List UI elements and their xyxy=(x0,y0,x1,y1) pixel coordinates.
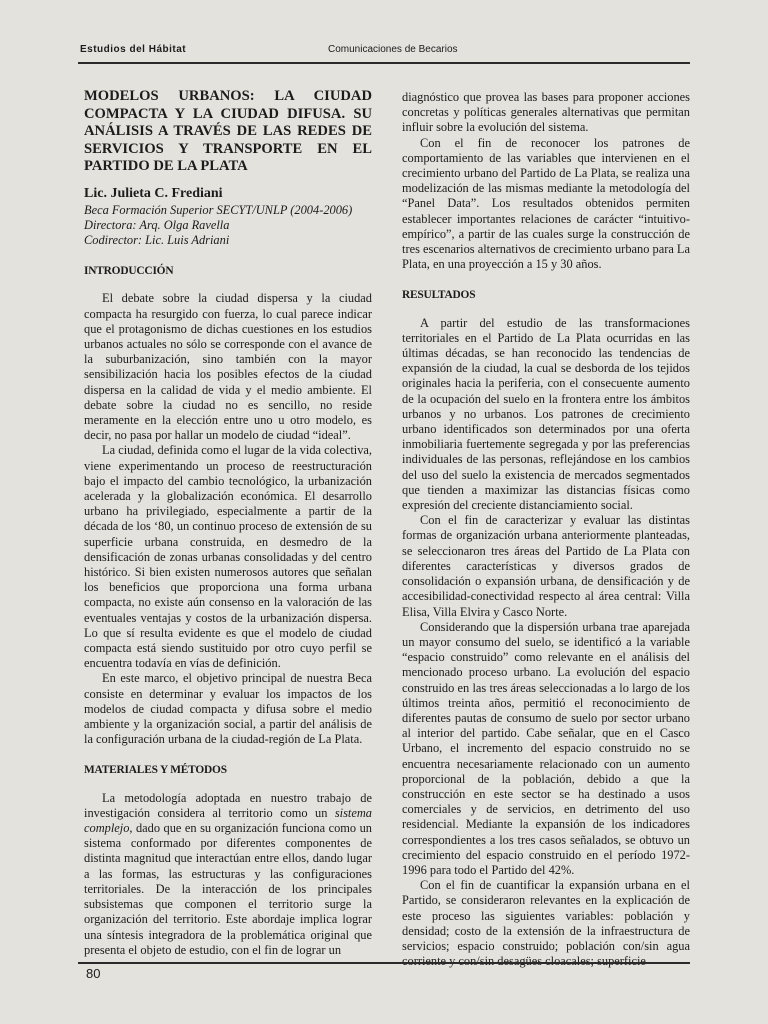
author-affiliation: Beca Formación Superior SECYT/UNLP (2004-2006) xyxy=(84,203,353,218)
footer-rule xyxy=(78,962,690,964)
paragraph: Con el fin de cuantificar la expansión urbana en el Partido, se consideraron relevantes en la explicación de este proceso las siguientes variables: población y densidad; costo de la extensión de la infraestructura de servicios; espacio construido; población con/sin agua xyxy=(402,878,690,953)
paragraph: Con el fin de caracterizar y evaluar las distintas formas de organización urbana anteriormente planteadas, se seleccionaron tres áreas del Partido de La Plata con diferentes características y diversos grados de consolidación o expansión urbana, de densificación y de accesibilidad-conectividad respecto al área central: Villa Elisa, Villa Elvira y Casco Norte. xyxy=(402,513,690,619)
section-heading-introduction: INTRODUCCIÓN xyxy=(84,265,174,278)
paragraph: El debate sobre la ciudad dispersa y la ciudad compacta ha resurgido con fuerza, lo cual parece indicar que el protagonismo de dichas cuestiones en los estudios urbanos actuales no sólo se corresponde con el avance de la suburbanización, sino también con la mayor sensibilización hacia los posibles efectos de la ciudad dispersa en la calidad de vida y el medio ambiente. El debate sobre la ciudad no es sencillo, no reside meramente en la elección entre uno u otro modelo, es decir, no pasa por hallar un modelo de ciudad “ideal”. xyxy=(84,291,372,443)
text-run: , dado que en su organización funciona como un sistema conformado por diferentes componentes de distinta magnitud que interactúan entre ellos, dando lugar a las formas, las estructuras y las configuraciones territoriales. De la interacción de los principales subsistemas que componen el territorio surge la organización del territorio. Este abordaje implica lograr una síntesis integradora de la problemática original que presenta el objeto de estudio, con el fin de lograr un xyxy=(84,821,372,957)
section-heading-methods: MATERIALES Y MÉTODOS xyxy=(84,764,227,777)
section-heading-results: RESULTADOS xyxy=(402,289,476,302)
paragraph: A partir del estudio de las transformaciones territoriales en el Partido de La Plata ocurridas en las últimas décadas, se han reconocido las tendencias de expansión de la ciudad, la cual se desborda de los tejidos originales hacia la periferia, con el consecuente aumento de la ocupación del suelo en la frontera entre los ámbitos urbanos y no urbanos. Los patrones de crecimiento urbano identificados son determinados por una oferta inmobiliaria fuertemente segregada y por las preferencias individuales de las personas, reflejándose en los cambios del uso del suelo la existencia de mercados segmentados que tienden a maximizar las distancias físicas como expresión del creciente distanciamiento social. xyxy=(402,315,690,513)
page-number: 80 xyxy=(86,966,101,981)
author-director: Directora: Arq. Olga Ravella xyxy=(84,218,230,233)
article-author: Lic. Julieta C. Frediani xyxy=(84,185,223,201)
running-header xyxy=(76,38,692,60)
text-run: La metodología adoptada en nuestro trabajo de investigación considera al territorio como un xyxy=(84,790,372,820)
journal-category: Comunicaciones de Becarios xyxy=(328,44,458,55)
article-title: MODELOS URBANOS: LA CIUDAD COMPACTA Y LA CIUDAD DIFUSA. SU ANÁLISIS A TRAVÉS DE LAS REDES DE SERVICIOS Y TRANSPORTE EN EL PARTIDO DE LA PLATA xyxy=(84,88,372,175)
emphasized-term: sistema complejo xyxy=(84,805,372,836)
header-rule xyxy=(78,62,690,64)
paragraph: La ciudad, definida como el lugar de la vida colectiva, viene experimentando un proceso de reestructuración bajo el impacto del cambio tecnológico, la urbanización acelerada y la globalización económica. El desarrollo urbano ha privilegiado, especialmente a partir de la década de los ‘80, un continuo proceso de extensión de su superficie urbana construida, en desmedro de la densificación de zonas urbanas consolidadas y del centro histórico. Si bien existen numerosos autores que señalan los beneficios que proporciona una forma urbana compacta, no existe aún consenso en la valoración de las eventuales ventajas y costos de la urbanización dispersa. Lo que sí resulta evidente es que el modelo de ciudad compacta está siendo sustituido por otro cuyo perfil se encuentra todavía en vías de definición. xyxy=(84,443,372,671)
right-column xyxy=(402,90,690,969)
journal-section-name: Estudios del Hábitat xyxy=(80,44,187,55)
paragraph: En este marco, el objetivo principal de nuestra Beca consiste en determinar y evaluar los impactos de los modelos de ciudad compacta y difusa sobre el medio ambiente y la organización social, a partir del análisis de la configuración urbana de la ciudad-región de La Plata. xyxy=(84,671,372,747)
author-codirector: Codirector: Lic. Luis Adriani xyxy=(84,233,230,248)
paragraph: Considerando que la dispersión urbana trae aparejada un mayor consumo del suelo, se identificó a la variable “espacio construido” como relevante en el análisis del mencionado proceso urbano. La evolución del espacio construido en las tres áreas seleccionadas a lo largo de los últimos treinta años, permitió el reconocimiento de diferentes pautas de consumo de suelo por sector urbano al interior del partido. Cabe señalar, que en el Casco Urbano, el incremento del espacio construido no se encuentra necesariamente relacionado con un aumento proporcional de la población, debido a que la construcción en este sector se ha destinado a usos comerciales y de servicios, en detrimento del uso residencial. Mediante la expansión de los indicadores correspondientes a los tres casos señalados, se obtuvo un crecimiento del espacio construido en el período 1972-1996 para todo el Partido del 42%. xyxy=(402,619,690,877)
paragraph: Con el fin de reconocer los patrones de comportamiento de las variables que intervienen en el crecimiento urbano del Partido de La Plata, se realiza una modelización de las mismas mediante la metodología del “Panel Data”. Los resultados obtenidos permiten establecer importantes relaciones de carácter “intuitivo-empírico”, a partir de las cuales surge la construcción de tres escenarios alternativos de crecimiento urbano para La Plata, en una proyección a 15 y 30 años. xyxy=(402,135,690,272)
left-column xyxy=(84,88,372,958)
paragraph xyxy=(84,791,372,958)
paragraph-continued: diagnóstico que provea las bases para proponer acciones concretas y políticas generales alternativas que permitan influir sobre la evolución del sistema. xyxy=(402,90,690,135)
